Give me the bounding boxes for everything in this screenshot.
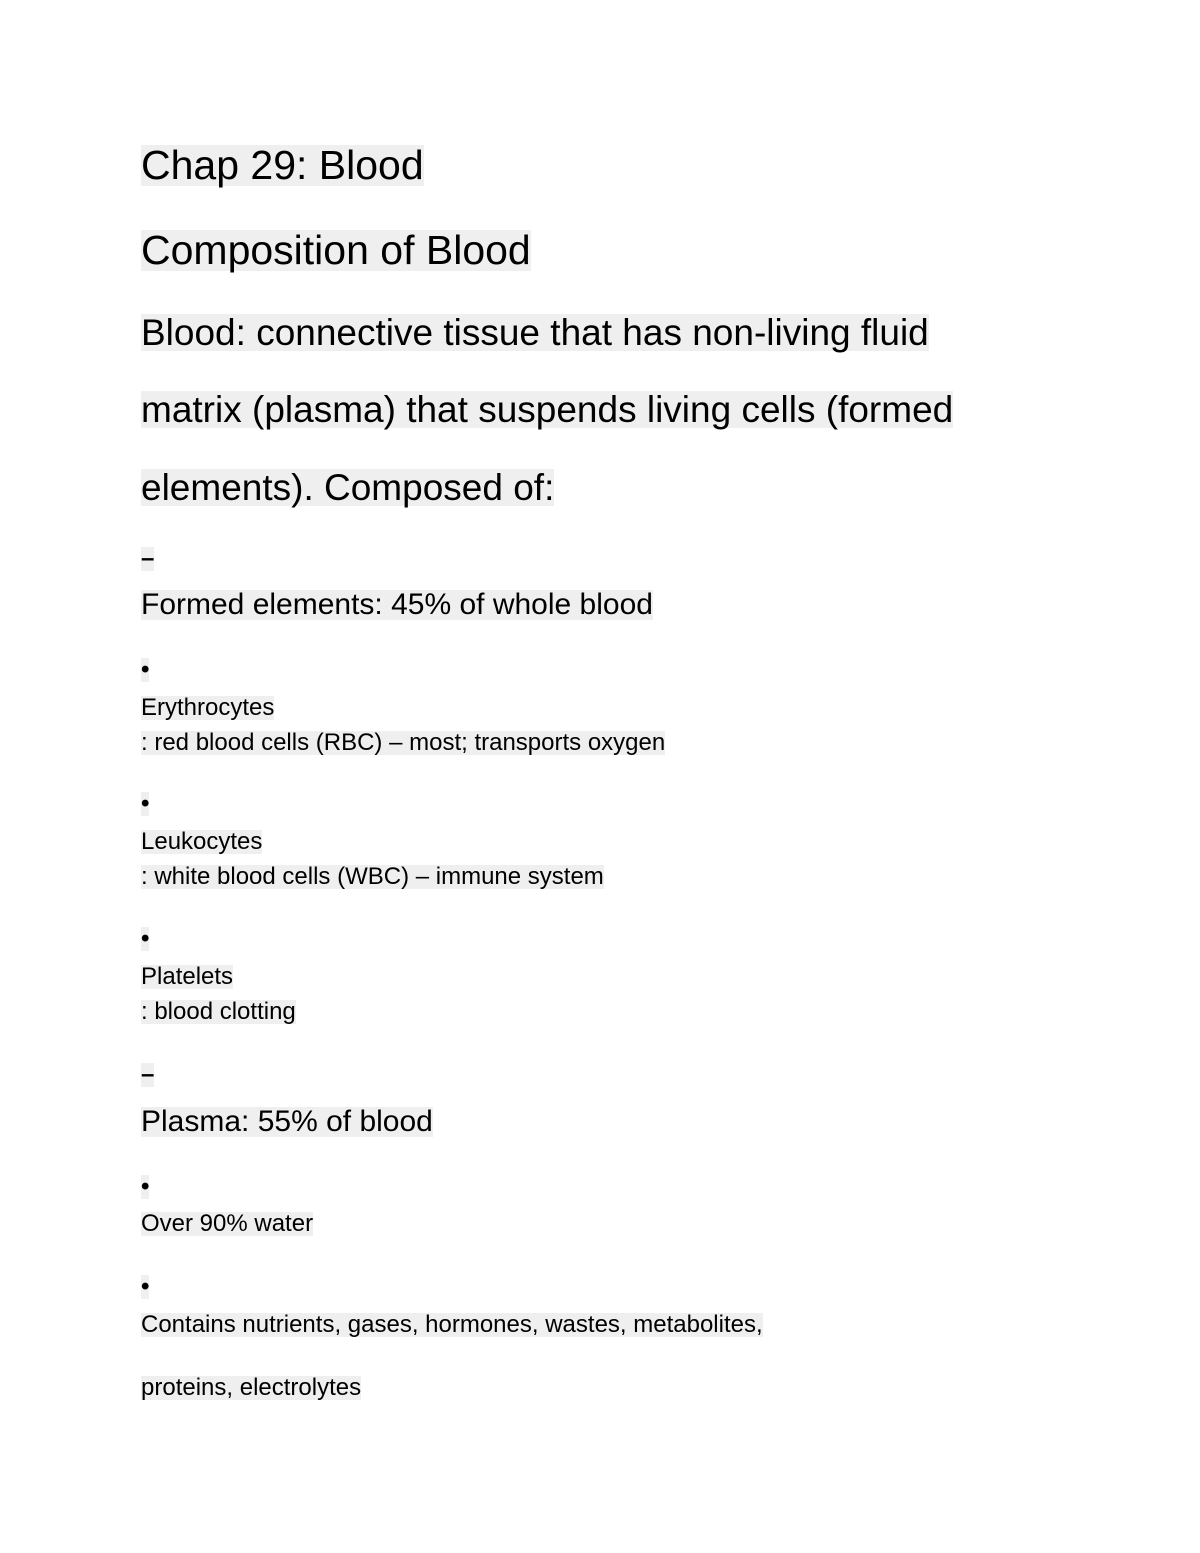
definition-line-3: elements). Composed of:	[141, 467, 555, 508]
list-item-description: : red blood cells (RBC) – most; transports oxygen	[141, 729, 666, 756]
bullet-marker: •	[141, 1173, 150, 1200]
list-item-term: Platelets	[141, 963, 234, 990]
dash-marker: –	[141, 545, 155, 572]
section-heading: Composition of Blood	[141, 227, 531, 273]
bullet-marker: •	[141, 1273, 150, 1300]
dash-marker: –	[141, 1061, 155, 1088]
list-item-description: : blood clotting	[141, 998, 296, 1025]
definition-line-2: matrix (plasma) that suspends living cells (formed	[141, 389, 954, 430]
bullet-marker: •	[141, 790, 150, 817]
list-item: Contains nutrients, gases, hormones, wastes, metabolites,	[141, 1311, 763, 1338]
list-item: proteins, electrolytes	[141, 1374, 362, 1401]
plasma-heading: Plasma: 55% of blood	[141, 1105, 433, 1138]
formed-elements-heading: Formed elements: 45% of whole blood	[141, 588, 653, 621]
list-item-term: Erythrocytes	[141, 694, 275, 721]
chapter-title: Chap 29: Blood	[141, 142, 424, 188]
list-item: Over 90% water	[141, 1210, 314, 1237]
list-item-term: Leukocytes	[141, 828, 263, 855]
bullet-marker: •	[141, 656, 150, 683]
list-item-description: : white blood cells (WBC) – immune system	[141, 863, 604, 890]
definition-line-1: Blood: connective tissue that has non-living fluid	[141, 312, 929, 353]
bullet-marker: •	[141, 925, 150, 952]
